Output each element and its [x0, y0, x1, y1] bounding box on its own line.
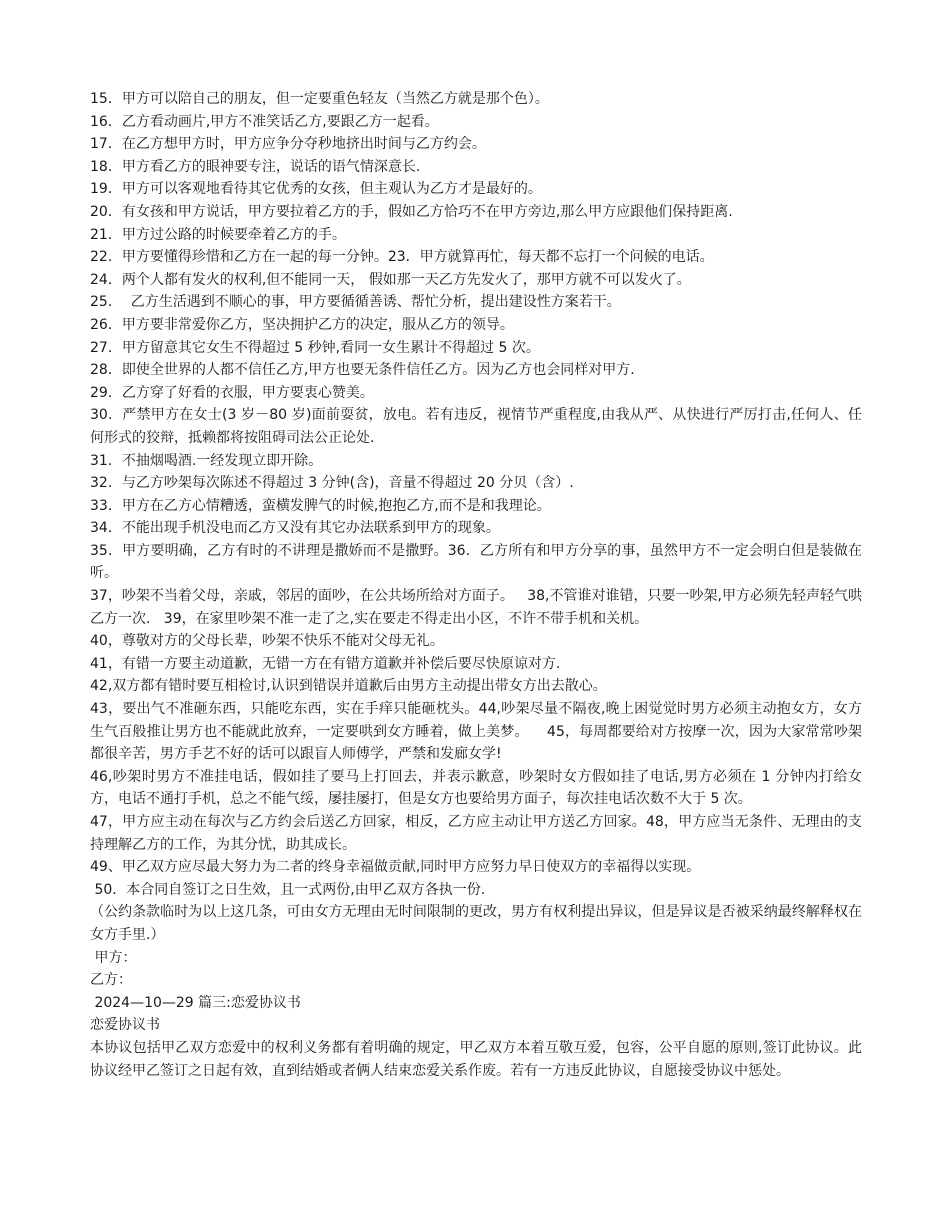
paragraph-18: 18．甲方看乙方的眼神要专注，说话的语气情深意长. [90, 158, 421, 175]
agreement-heading: 恋爱协议书 [90, 1017, 160, 1034]
paragraph-50: 50．本合同自签订之日生效，且一式两份,由甲乙双方各执一份. [90, 881, 486, 898]
paragraph-26: 26．甲方要非常爱你乙方，坚决拥护乙方的决定，服从乙方的领导。 [90, 316, 514, 333]
paragraph-15: 15．甲方可以陪自己的朋友，但一定要重色轻友（当然乙方就是那个色）。 [90, 91, 549, 107]
paragraph-20: 20．有女孩和甲方说话，甲方要拉着乙方的手，假如乙方恰巧不在甲方旁边,那么甲方应跟他们保持距离. [90, 203, 733, 220]
paragraph-43-45: 43，要出气不准砸东西，只能吃东西，实在手痒只能砸枕头。44,吵架尽量不隔夜,晚上困觉觉时男方必须主动抱女方，女方生气百般推让男方也不能就此放弃，一定要哄到女方睡着，做上美梦。 45，每周都要给对方按摩一次，因为大家常常吵架都很辛苦，男方手艺不好的话可以跟盲人师傅学，严禁和发廊女学! [90, 701, 862, 763]
paragraph-41: 41，有错一方要主动道歉，无错一方在有错方道歉并补偿后要尽快原谅对方. [90, 655, 561, 672]
paragraph-40: 40，尊敬对方的父母长辈，吵架不快乐不能对父母无礼。 [90, 633, 444, 650]
paragraph-28: 28．即使全世界的人都不信任乙方,甲方也要无条件信任乙方。因为乙方也会同样对甲方. [90, 362, 635, 379]
paragraph-47-48: 47，甲方应主动在每次与乙方约会后送乙方回家，相反，乙方应主动让甲方送乙方回家。48，甲方应当无条件、无理由的支持理解乙方的工作，为其分忧，助其成长。 [90, 814, 862, 853]
paragraph-35-36: 35．甲方要明确，乙方有时的不讲理是撒娇而不是撒野。36．乙方所有和甲方分享的事，虽然甲方不一定会明白但是装做在听。 [90, 542, 862, 582]
paragraph-22-23: 22．甲方要懂得珍惜和乙方在一起的每一分钟。23．甲方就算再忙，每天都不忘打一个问候的电话。 [90, 249, 714, 266]
paragraph-29: 29．乙方穿了好看的衣服，甲方要衷心赞美。 [90, 384, 374, 401]
paragraph-21: 21．甲方过公路的时候要牵着乙方的手。 [90, 226, 346, 243]
paragraph-27: 27．甲方留意其它女生不得超过 5 秒钟,看同一女生累计不得超过 5 次。 [90, 339, 540, 356]
paragraph-34: 34．不能出现手机没电而乙方又没有其它办法联系到甲方的现象。 [90, 520, 500, 537]
paragraph-42: 42,双方都有错时要互相检讨,认识到错误并道歉后由男方主动提出带女方出去散心。 [90, 678, 607, 695]
note-paragraph: （公约条款临时为以上这几条，可由女方无理由无时间限制的更改，男方有权利提出异议，但是异议是否被采纳最终解释权在女方手里.） [90, 904, 862, 943]
date-and-section-title: 2024—10—29 篇三:恋爱协议书 [90, 994, 301, 1011]
paragraph-19: 19．甲方可以客观地看待其它优秀的女孩，但主观认为乙方才是最好的。 [90, 181, 542, 198]
paragraph-25: 25． 乙方生活遇到不顺心的事，甲方要循循善诱、帮忙分析，提出建设性方案若干。 [90, 294, 621, 311]
paragraph-37-39: 37，吵架不当着父母，亲戚，邻居的面吵，在公共场所给对方面子。 38,不管谁对谁错，只要一吵架,甲方必须先轻声轻气哄乙方一次. 39，在家里吵架不准一走了之,实在要走不得走出小区，不许不带手机和关机。 [90, 588, 862, 627]
paragraph-33: 33．甲方在乙方心情糟透，蛮横发脾气的时候,抱抱乙方,而不是和我理论。 [90, 497, 551, 514]
paragraph-31: 31．不抽烟喝酒.一经发现立即开除。 [90, 452, 323, 469]
paragraph-32: 32．与乙方吵架每次陈述不得超过 3 分钟(含)，音量不得超过 20 分贝（含）. [90, 475, 574, 492]
paragraph-17: 17．在乙方想甲方时，甲方应争分夺秒地挤出时间与乙方约会。 [90, 136, 486, 153]
document-body [90, 88, 862, 1082]
paragraph-24: 24．两个人都有发火的权利,但不能同一天， 假如那一天乙方先发火了，那甲方就不可以发火了。 [90, 271, 691, 288]
paragraph-30: 30．严禁甲方在女士(3 岁－80 岁)面前耍贫，放电。若有违反，视情节严重程度,由我从严、从快进行严厉打击,任何人、任何形式的狡辩，抵赖都将按阻碍司法公正论处. [90, 407, 862, 446]
signature-party-a: 甲方： [90, 949, 137, 966]
paragraph-46: 46,吵架时男方不准挂电话，假如挂了要马上打回去，并表示歉意，吵架时女方假如挂了电话,男方必须在 1 分钟内打给女方，电话不通打手机，总之不能气绥，屡挂屡打，但是女方也要给男方面子，每次挂电话次数不大于 5 次。 [90, 768, 862, 808]
paragraph-49: 49、甲乙双方应尽最大努力为二者的终身幸福做贡献,同时甲方应努力早日使双方的幸福得以实现。 [90, 859, 701, 876]
paragraph-16: 16．乙方看动画片,甲方不准笑话乙方,要跟乙方一起看。 [90, 113, 439, 130]
signature-party-b: 乙方： [90, 972, 132, 989]
agreement-intro: 本协议包括甲乙双方恋爱中的权利义务都有着明确的规定，甲乙双方本着互敬互爱，包容，公平自愿的原则,签订此协议。此协议经甲乙签订之日起有效，直到结婚或者俩人结束恋爱关系作废。若有一方违反此协议，自愿接受协议中惩处。 [90, 1039, 862, 1079]
